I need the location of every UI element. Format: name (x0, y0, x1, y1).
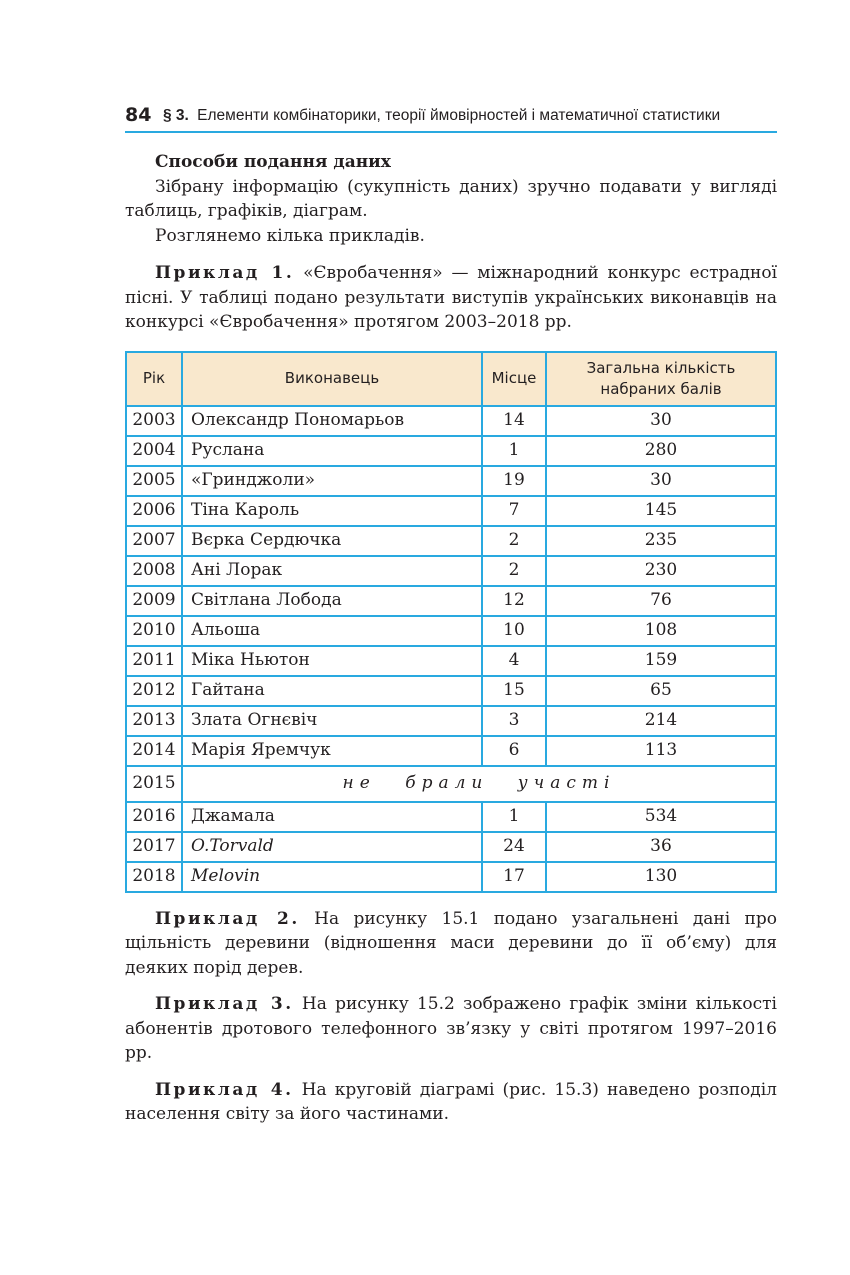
table-row (126, 556, 776, 586)
cell-place: 12 (482, 586, 546, 616)
cell-year: 2017 (126, 832, 182, 862)
table-row (126, 646, 776, 676)
example-1-paragraph (125, 261, 777, 335)
intro-paragraph-2: Розглянемо кілька прикладів. (155, 225, 425, 246)
cell-points: 230 (546, 556, 776, 586)
cell-place: 6 (482, 736, 546, 766)
cell-performer: Світлана Лобода (182, 586, 482, 616)
example-2-paragraph (125, 907, 777, 981)
cell-year: 2008 (126, 556, 182, 586)
cell-points: 108 (546, 616, 776, 646)
cell-performer: Руслана (182, 436, 482, 466)
section-heading: Способи подання даних (155, 152, 391, 172)
eurovision-table (125, 351, 777, 893)
cell-place: 19 (482, 466, 546, 496)
example-2-label: Приклад 2. (155, 908, 300, 929)
cell-year: 2016 (126, 802, 182, 832)
cell-points: 30 (546, 406, 776, 436)
cell-year: 2009 (126, 586, 182, 616)
cell-year: 2015 (126, 766, 182, 802)
column-header-points: Загальна кількість набраних балів (546, 352, 776, 406)
table-row (126, 736, 776, 766)
example-4-text: На круговій діаграмі (рис. 15.3) наведено розподіл населення світу за його частинами. (125, 1079, 777, 1124)
example-3-label: Приклад 3. (155, 994, 294, 1014)
example-2-text: На рисунку 15.1 подано узагальнені дані про щільність деревини (відношення маси деревини до її об’єму) для деяких порід дерев. (125, 908, 777, 978)
table-row (126, 466, 776, 496)
table-header-row (126, 352, 776, 406)
cell-place: 24 (482, 832, 546, 862)
cell-points: 130 (546, 862, 776, 892)
cell-place: 15 (482, 676, 546, 706)
cell-performer: Гайтана (182, 676, 482, 706)
intro-paragraph: Зібрану інформацію (сукупність даних) зручно подавати у вигляді таблиць, графіків, діаграм. (125, 176, 777, 221)
cell-year: 2007 (126, 526, 182, 556)
cell-place: 14 (482, 406, 546, 436)
table-row (126, 706, 776, 736)
table-row (126, 586, 776, 616)
cell-year: 2010 (126, 616, 182, 646)
cell-points: 113 (546, 736, 776, 766)
table-row (126, 406, 776, 436)
cell-place: 7 (482, 496, 546, 526)
table-row (126, 832, 776, 862)
page-content (125, 150, 777, 1127)
running-title (163, 107, 720, 125)
table-row (126, 862, 776, 892)
table-body (126, 406, 776, 892)
cell-points: 145 (546, 496, 776, 526)
column-header-year: Рік (126, 352, 182, 406)
page-header (125, 101, 777, 133)
cell-place: 4 (482, 646, 546, 676)
cell-points: 36 (546, 832, 776, 862)
table-row (126, 496, 776, 526)
column-header-performer: Виконавець (182, 352, 482, 406)
cell-place: 3 (482, 706, 546, 736)
cell-performer: Злата Огнєвіч (182, 706, 482, 736)
cell-year: 2011 (126, 646, 182, 676)
cell-points: 30 (546, 466, 776, 496)
cell-points: 235 (546, 526, 776, 556)
cell-performer: Марія Яремчук (182, 736, 482, 766)
cell-performer: O.Torvald (182, 832, 482, 862)
cell-year: 2003 (126, 406, 182, 436)
table-row (126, 526, 776, 556)
example-4-label: Приклад 4. (155, 1079, 294, 1100)
cell-points: 65 (546, 676, 776, 706)
cell-performer: Олександр Пономарьов (182, 406, 482, 436)
cell-year: 2012 (126, 676, 182, 706)
cell-performer: «Гринджоли» (182, 466, 482, 496)
table-row (126, 616, 776, 646)
example-1-label: Приклад 1. (155, 263, 295, 283)
example-3-paragraph (125, 992, 777, 1066)
cell-points: 534 (546, 802, 776, 832)
cell-points: 280 (546, 436, 776, 466)
cell-performer: Вєрка Сердючка (182, 526, 482, 556)
cell-year: 2013 (126, 706, 182, 736)
section-number: § 3. (163, 107, 189, 124)
cell-place: 2 (482, 526, 546, 556)
cell-performer: Альоша (182, 616, 482, 646)
cell-performer: Тіна Кароль (182, 496, 482, 526)
cell-year: 2018 (126, 862, 182, 892)
example-1-text: «Євробачення» — міжнародний конкурс естрадної пісні. У таблиці подано результати виступів українських виконавців на конкурсі «Євробачення» протягом 2003–2018 рр. (125, 263, 778, 332)
cell-points: 76 (546, 586, 776, 616)
chapter-title: Елементи комбінаторики, теорії ймовірностей і математичної статистики (197, 107, 721, 124)
cell-place: 17 (482, 862, 546, 892)
table-row (126, 802, 776, 832)
cell-place: 2 (482, 556, 546, 586)
page-number: 84 (125, 104, 152, 126)
cell-performer: Джамала (182, 802, 482, 832)
example-4-paragraph (125, 1078, 777, 1127)
cell-points: 214 (546, 706, 776, 736)
cell-no-participation-note: не брали участі (182, 766, 776, 802)
cell-performer: Melovin (182, 862, 482, 892)
cell-year: 2005 (126, 466, 182, 496)
cell-year: 2006 (126, 496, 182, 526)
cell-place: 1 (482, 436, 546, 466)
cell-performer: Ані Лорак (182, 556, 482, 586)
cell-points: 159 (546, 646, 776, 676)
cell-year: 2014 (126, 736, 182, 766)
cell-place: 10 (482, 616, 546, 646)
example-3-text: На рисунку 15.2 зображено графік зміни кількості абонентів дротового телефонного зв’язку у світі протягом 1997–2016 рр. (125, 994, 777, 1063)
column-header-place: Місце (482, 352, 546, 406)
cell-performer: Міка Ньютон (182, 646, 482, 676)
table-row (126, 436, 776, 466)
cell-year: 2004 (126, 436, 182, 466)
cell-place: 1 (482, 802, 546, 832)
table-row (126, 676, 776, 706)
table-row (126, 766, 776, 802)
